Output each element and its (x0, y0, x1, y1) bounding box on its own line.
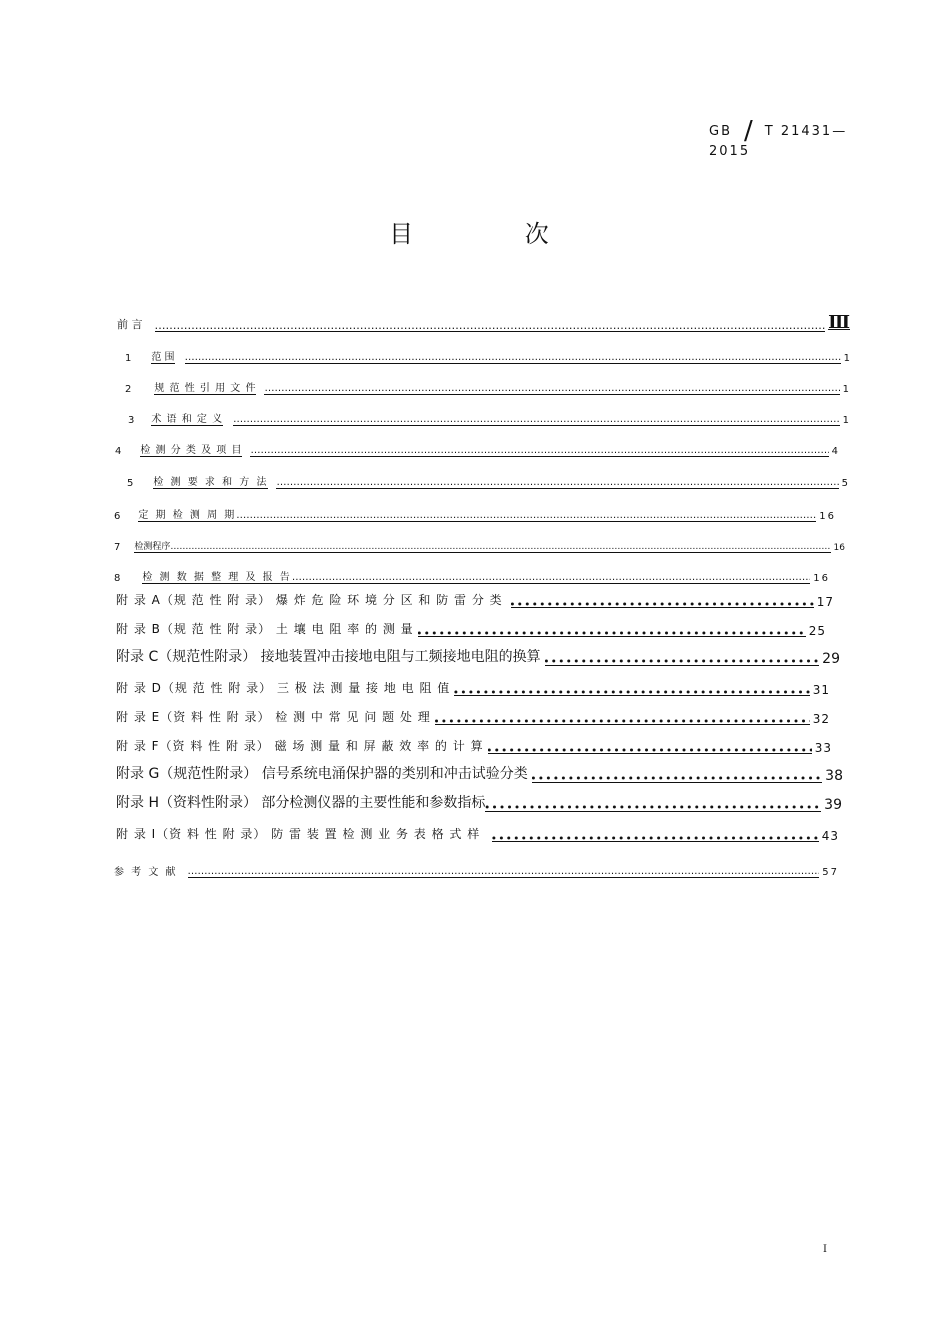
toc-label: 检 测 数 据 整 理 及 报 告 (142, 571, 292, 583)
toc-entry-5[interactable] (127, 469, 850, 489)
toc-label: 规 范 性 引 用 文 件 (154, 382, 257, 394)
toc-page: 33 (814, 741, 832, 755)
toc-label: 附 录 D（规 范 性 附 录） 三 极 法 测 量 接 地 电 阻 值 (116, 681, 451, 695)
toc-label: 附 录 A（规 范 性 附 录） 爆 炸 危 险 环 境 分 区 和 防 雷 分 类 (116, 593, 503, 607)
toc-entry-foreword[interactable] (117, 312, 850, 332)
toc-page: 1 (842, 415, 850, 426)
toc-entry-appendix-a[interactable] (116, 588, 834, 608)
toc-page: 38 (825, 768, 843, 784)
toc-number: 1 (125, 353, 132, 364)
toc-dot-leader (188, 867, 820, 878)
toc-number: 7 (114, 542, 121, 553)
toc-page: 31 (812, 683, 830, 697)
toc-entry-4[interactable] (115, 437, 839, 457)
toc-entry-1[interactable] (125, 344, 850, 364)
toc-page: 39 (824, 797, 842, 813)
toc-entry-appendix-g[interactable] (116, 763, 843, 783)
toc-number: 5 (127, 478, 136, 489)
toc-label: 检 测 要 求 和 方 法 (153, 476, 269, 488)
standard-number (709, 116, 847, 146)
toc-label: 附 录 B（规 范 性 附 录） 土 壤 电 阻 率 的 测 量 (116, 622, 414, 636)
toc-label: 前 言 (117, 318, 143, 331)
toc-label: 术 语 和 定 义 (151, 413, 224, 425)
toc-label: 参 考 文 献 (114, 867, 178, 878)
toc-page: 16 (813, 573, 830, 584)
toc-page: 32 (812, 712, 830, 726)
toc-page: 57 (822, 867, 839, 878)
toc-entry-8[interactable] (114, 564, 830, 584)
page-number: I (823, 1244, 827, 1255)
toc-page: 1 (843, 353, 850, 364)
toc-entry-appendix-c[interactable] (116, 646, 840, 666)
toc-dot-leader (155, 320, 826, 332)
toc-dot-leader (454, 683, 809, 696)
toc-page: Ⅲ (828, 312, 850, 333)
page-title: 目 次 (389, 220, 601, 248)
toc-entry-3[interactable] (128, 406, 850, 426)
std-code: T 21431— (764, 124, 848, 139)
toc-dot-leader (233, 415, 840, 426)
toc-label: 附录 G（规范性附录） 信号系统电涌保护器的类别和冲击试验分类 (116, 766, 528, 782)
toc-dot-leader (170, 543, 830, 553)
standard-year: 2015 (709, 144, 751, 159)
toc-entry-2[interactable] (125, 375, 850, 395)
toc-page: 5 (841, 478, 850, 489)
toc-entry-7[interactable] (114, 533, 845, 553)
toc-page: 1 (842, 384, 850, 395)
toc-entry-appendix-f[interactable] (116, 734, 832, 754)
toc-entry-appendix-i[interactable] (116, 822, 839, 842)
toc-dot-leader (488, 741, 812, 754)
toc-dot-leader (545, 651, 819, 666)
toc-dot-leader (485, 797, 821, 812)
toc-entry-references[interactable] (114, 858, 839, 878)
toc-dot-leader (511, 595, 814, 608)
toc-label: 附 录 F（资 料 性 附 录） 磁 场 测 量 和 屏 蔽 效 率 的 计 算 (116, 739, 484, 753)
toc-label: 附 录 E（资 料 性 附 录） 检 测 中 常 见 问 题 处 理 (116, 710, 431, 724)
toc-number: 6 (114, 511, 123, 522)
toc-entry-appendix-d[interactable] (116, 676, 830, 696)
toc-entry-appendix-h[interactable] (116, 792, 842, 812)
toc-label: 附 录 I（资 料 性 附 录） 防 雷 装 置 检 测 业 务 表 格 式 样 (116, 827, 481, 841)
toc-page: 25 (808, 624, 826, 638)
toc-dot-leader (418, 624, 806, 637)
toc-dot-leader (264, 384, 839, 395)
toc-dot-leader (236, 511, 816, 522)
toc-label: 定 期 检 测 周 期 (138, 509, 237, 521)
toc-dot-leader (185, 353, 841, 364)
toc-label: 检测程序 (134, 541, 171, 552)
toc-page: 29 (822, 651, 840, 667)
toc-dot-leader (492, 829, 819, 842)
toc-label: 附录 C（规范性附录） 接地装置冲击接地电阻与工频接地电阻的换算 (116, 649, 541, 665)
toc-page: 17 (816, 595, 834, 609)
toc-entry-appendix-b[interactable] (116, 617, 826, 637)
toc-label: 范 围 (151, 351, 175, 363)
toc-page: 43 (821, 829, 839, 843)
toc-dot-leader (250, 446, 828, 457)
toc-number: 3 (128, 415, 136, 426)
toc-label: 附录 H（资料性附录） 部分检测仪器的主要性能和参数指标 (116, 795, 486, 811)
toc-number: 8 (114, 573, 123, 584)
toc-number: 2 (125, 384, 133, 395)
toc-page: 16 (819, 511, 836, 522)
toc-entry-appendix-e[interactable] (116, 705, 830, 725)
toc-dot-leader (292, 573, 810, 584)
toc-dot-leader (276, 478, 838, 489)
toc-number: 4 (115, 446, 123, 457)
std-slash: / (744, 116, 753, 146)
toc-page: 16 (833, 543, 845, 553)
toc-dot-leader (532, 768, 822, 783)
toc-label: 检 测 分 类 及 项 目 (140, 444, 243, 456)
std-prefix: GB (709, 124, 732, 139)
toc-dot-leader (435, 712, 810, 725)
toc-page: 4 (831, 446, 839, 457)
toc-entry-6[interactable] (114, 502, 836, 522)
